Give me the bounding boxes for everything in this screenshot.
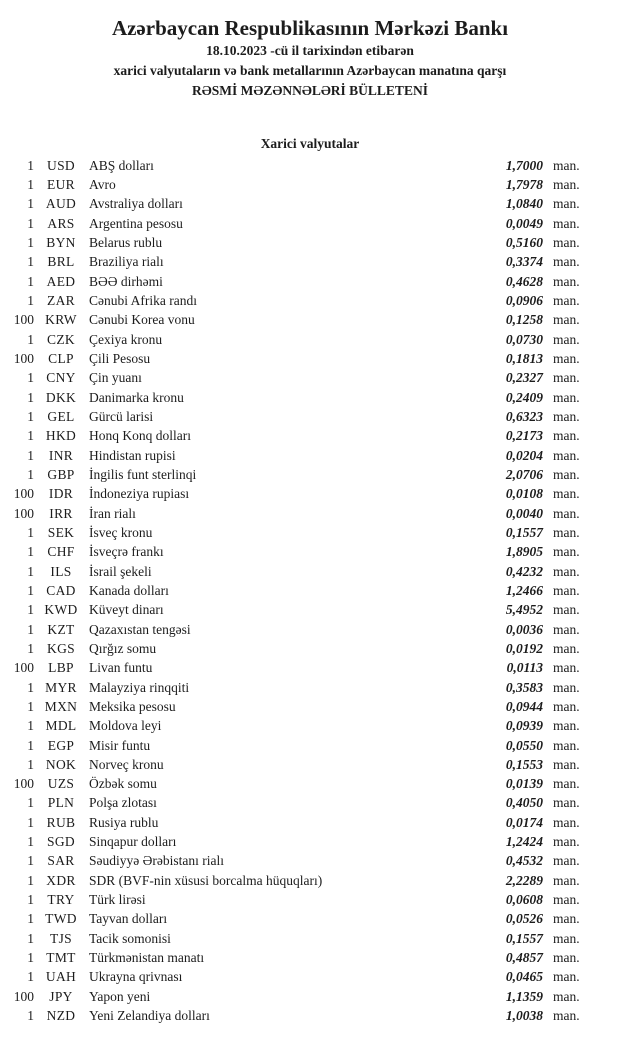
table-row bbox=[0, 755, 620, 774]
currency-unit-label: man. bbox=[553, 428, 580, 444]
currency-unit-label: man. bbox=[553, 447, 580, 463]
currency-name: Türkmənistan manatı bbox=[89, 950, 205, 966]
currency-name: Özbək somu bbox=[89, 776, 157, 792]
table-row bbox=[0, 465, 620, 484]
currency-name: Meksika pesosu bbox=[89, 698, 176, 714]
table-row bbox=[0, 813, 620, 832]
table-row bbox=[0, 311, 620, 330]
currency-code: SAR bbox=[47, 853, 75, 869]
currency-rate: 0,0465 bbox=[505, 969, 543, 985]
currency-name: Danimarka kronu bbox=[89, 389, 184, 405]
currency-code: INR bbox=[48, 447, 74, 463]
table-row bbox=[0, 910, 620, 929]
currency-unit-label: man. bbox=[553, 930, 580, 946]
section-title-foreign-currencies: Xarici valyutalar bbox=[260, 136, 360, 151]
currency-rate: 0,2327 bbox=[505, 370, 543, 386]
currency-name: Çexiya kronu bbox=[89, 331, 163, 347]
table-row bbox=[0, 214, 620, 233]
currency-unit-label: man. bbox=[553, 254, 580, 270]
currency-code: IRR bbox=[49, 505, 73, 521]
currency-rate: 0,0944 bbox=[505, 698, 543, 714]
currency-name: SDR (BVF-nin xüsusi borcalma hüquqları) bbox=[89, 872, 323, 888]
table-row bbox=[0, 697, 620, 716]
currency-code: EUR bbox=[47, 176, 75, 192]
currency-code: UZS bbox=[47, 776, 75, 792]
currency-quantity: 100 bbox=[13, 486, 34, 502]
currency-rates-table bbox=[0, 156, 620, 1026]
currency-rate: 0,0049 bbox=[505, 215, 543, 231]
table-row bbox=[0, 601, 620, 620]
currency-unit-label: man. bbox=[553, 524, 580, 540]
currency-quantity: 1 bbox=[27, 1008, 34, 1024]
currency-rate: 0,0113 bbox=[506, 660, 543, 676]
currency-rate: 0,2409 bbox=[505, 389, 543, 405]
currency-quantity: 1 bbox=[27, 544, 34, 560]
currency-name: Honq Konq dolları bbox=[89, 428, 191, 444]
table-row bbox=[0, 987, 620, 1006]
currency-code: BYN bbox=[46, 234, 76, 250]
currency-quantity: 1 bbox=[27, 563, 34, 579]
currency-unit-label: man. bbox=[553, 273, 580, 289]
currency-rate: 0,4050 bbox=[505, 795, 543, 811]
currency-code: KZT bbox=[47, 621, 75, 637]
currency-rate: 0,4857 bbox=[505, 950, 543, 966]
currency-quantity: 100 bbox=[13, 505, 34, 521]
table-row bbox=[0, 871, 620, 890]
currency-code: KGS bbox=[47, 640, 75, 656]
currency-name: Norveç kronu bbox=[89, 756, 164, 772]
currency-quantity: 1 bbox=[27, 157, 34, 173]
currency-rate: 0,4232 bbox=[505, 563, 543, 579]
currency-name: Türk lirəsi bbox=[89, 892, 146, 908]
table-row bbox=[0, 852, 620, 871]
currency-unit-label: man. bbox=[553, 370, 580, 386]
currency-name: Gürcü larisi bbox=[89, 408, 154, 424]
currency-code: ILS bbox=[50, 563, 72, 579]
currency-unit-label: man. bbox=[553, 660, 580, 676]
table-row bbox=[0, 929, 620, 948]
currency-unit-label: man. bbox=[553, 563, 580, 579]
currency-quantity: 1 bbox=[27, 950, 34, 966]
currency-unit-label: man. bbox=[553, 215, 580, 231]
currency-rate: 1,0038 bbox=[505, 1008, 543, 1024]
table-row bbox=[0, 620, 620, 639]
currency-code: KWD bbox=[44, 602, 78, 618]
currency-quantity: 1 bbox=[27, 466, 34, 482]
currency-quantity: 1 bbox=[27, 969, 34, 985]
currency-rate: 1,8905 bbox=[505, 544, 543, 560]
currency-rate: 0,4628 bbox=[505, 273, 543, 289]
currency-code: XDR bbox=[46, 872, 76, 888]
table-row bbox=[0, 678, 620, 697]
currency-quantity: 1 bbox=[27, 176, 34, 192]
bank-title: Azərbaycan Respublikasının Mərkəzi Bankı bbox=[111, 16, 509, 40]
currency-code: USD bbox=[47, 157, 75, 173]
currency-quantity: 1 bbox=[27, 292, 34, 308]
currency-quantity: 1 bbox=[27, 215, 34, 231]
currency-quantity: 1 bbox=[27, 834, 34, 850]
currency-quantity: 1 bbox=[27, 408, 34, 424]
currency-code: MDL bbox=[45, 718, 77, 734]
currency-unit-label: man. bbox=[553, 234, 580, 250]
table-row bbox=[0, 349, 620, 368]
currency-code: NZD bbox=[46, 1008, 76, 1024]
table-row bbox=[0, 407, 620, 426]
table-row bbox=[0, 504, 620, 523]
currency-rate: 1,1359 bbox=[505, 988, 543, 1004]
currency-name: Hindistan rupisi bbox=[89, 447, 176, 463]
currency-unit-label: man. bbox=[553, 892, 580, 908]
currency-name: Malayziya rinqqiti bbox=[89, 679, 190, 695]
table-row bbox=[0, 543, 620, 562]
currency-code: AUD bbox=[45, 196, 77, 212]
currency-name: Yapon yeni bbox=[89, 988, 151, 1004]
currency-rate: 0,1557 bbox=[505, 524, 543, 540]
currency-unit-label: man. bbox=[553, 814, 580, 830]
table-row bbox=[0, 794, 620, 813]
currency-quantity: 1 bbox=[27, 930, 34, 946]
currency-code: DKK bbox=[45, 389, 77, 405]
currency-code: GEL bbox=[47, 408, 75, 424]
currency-unit-label: man. bbox=[553, 350, 580, 366]
currency-unit-label: man. bbox=[553, 176, 580, 192]
table-row bbox=[0, 523, 620, 542]
currency-code: BRL bbox=[47, 254, 75, 270]
currency-unit-label: man. bbox=[553, 602, 580, 618]
table-row bbox=[0, 948, 620, 967]
table-row bbox=[0, 639, 620, 658]
currency-unit-label: man. bbox=[553, 292, 580, 308]
currency-unit-label: man. bbox=[553, 640, 580, 656]
currency-code: UAH bbox=[45, 969, 77, 985]
currency-code: AED bbox=[46, 273, 76, 289]
table-row bbox=[0, 659, 620, 678]
currency-rate: 0,0174 bbox=[505, 814, 543, 830]
currency-quantity: 1 bbox=[27, 718, 34, 734]
currency-rate: 0,5160 bbox=[505, 234, 543, 250]
currency-name: Argentina pesosu bbox=[89, 215, 183, 231]
currency-code: JPY bbox=[49, 988, 73, 1004]
currency-name: Cənubi Afrika randı bbox=[89, 292, 197, 308]
currency-name: Qazaxıstan tengəsi bbox=[89, 621, 191, 637]
currency-rate: 0,0036 bbox=[505, 621, 543, 637]
currency-unit-label: man. bbox=[553, 679, 580, 695]
currency-quantity: 100 bbox=[13, 312, 34, 328]
currency-code: HKD bbox=[45, 428, 77, 444]
currency-quantity: 1 bbox=[27, 447, 34, 463]
currency-quantity: 1 bbox=[27, 892, 34, 908]
table-row bbox=[0, 195, 620, 214]
currency-code: NOK bbox=[45, 756, 77, 772]
currency-quantity: 1 bbox=[27, 234, 34, 250]
currency-code: ZAR bbox=[47, 292, 75, 308]
currency-rate: 0,0192 bbox=[505, 640, 543, 656]
currency-name: Avro bbox=[89, 176, 116, 192]
currency-code: LBP bbox=[48, 660, 74, 676]
currency-unit-label: man. bbox=[553, 795, 580, 811]
table-row bbox=[0, 446, 620, 465]
currency-rate: 1,0840 bbox=[505, 196, 543, 212]
currency-code: KRW bbox=[45, 312, 77, 328]
currency-name: BƏƏ dirhəmi bbox=[89, 273, 163, 289]
table-row bbox=[0, 272, 620, 291]
currency-name: Avstraliya dolları bbox=[89, 196, 183, 212]
currency-code: EGP bbox=[47, 737, 75, 753]
currency-quantity: 1 bbox=[27, 196, 34, 212]
currency-name: İndoneziya rupiası bbox=[89, 486, 190, 502]
table-row bbox=[0, 1006, 620, 1025]
currency-quantity: 1 bbox=[27, 853, 34, 869]
currency-code: TRY bbox=[47, 892, 75, 908]
currency-quantity: 100 bbox=[13, 988, 34, 1004]
currency-name: Tacik somonisi bbox=[89, 930, 171, 946]
table-row bbox=[0, 330, 620, 349]
currency-code: ARS bbox=[47, 215, 75, 231]
currency-name: Ukrayna qrivnası bbox=[89, 969, 183, 985]
currency-code: IDR bbox=[48, 486, 74, 502]
currency-unit-label: man. bbox=[553, 196, 580, 212]
table-row bbox=[0, 253, 620, 272]
currency-name: Rusiya rublu bbox=[89, 814, 159, 830]
currency-name: Tayvan dolları bbox=[89, 911, 168, 927]
currency-name: İran rialı bbox=[89, 505, 136, 521]
currency-code: MYR bbox=[45, 679, 77, 695]
currency-quantity: 1 bbox=[27, 370, 34, 386]
currency-quantity: 1 bbox=[27, 582, 34, 598]
currency-rate: 2,2289 bbox=[505, 872, 543, 888]
currency-name: Moldova leyi bbox=[89, 718, 162, 734]
currency-rate: 1,7978 bbox=[505, 176, 543, 192]
currency-rate: 0,0526 bbox=[505, 911, 543, 927]
currency-rate: 0,1813 bbox=[505, 350, 543, 366]
date-line: 18.10.2023 -cü il tarixindən etibarən bbox=[206, 43, 414, 58]
currency-rate: 5,4952 bbox=[505, 602, 543, 618]
currency-name: Cənubi Korea vonu bbox=[89, 312, 195, 328]
currency-code: SGD bbox=[47, 834, 75, 850]
table-row bbox=[0, 890, 620, 909]
currency-rate: 0,0730 bbox=[505, 331, 543, 347]
currency-quantity: 1 bbox=[27, 389, 34, 405]
currency-unit-label: man. bbox=[553, 756, 580, 772]
currency-quantity: 1 bbox=[27, 795, 34, 811]
currency-quantity: 1 bbox=[27, 640, 34, 656]
currency-rate: 0,3583 bbox=[505, 679, 543, 695]
currency-name: İsrail şekeli bbox=[89, 563, 152, 579]
currency-quantity: 1 bbox=[27, 679, 34, 695]
currency-quantity: 1 bbox=[27, 524, 34, 540]
currency-unit-label: man. bbox=[553, 872, 580, 888]
currency-unit-label: man. bbox=[553, 544, 580, 560]
currency-quantity: 1 bbox=[27, 756, 34, 772]
currency-name: ABŞ dolları bbox=[89, 157, 154, 173]
currency-code: PLN bbox=[47, 795, 75, 811]
currency-code: CNY bbox=[46, 370, 76, 386]
table-row bbox=[0, 832, 620, 851]
currency-quantity: 1 bbox=[27, 254, 34, 270]
table-row bbox=[0, 388, 620, 407]
currency-unit-label: man. bbox=[553, 718, 580, 734]
currency-unit-label: man. bbox=[553, 389, 580, 405]
currency-rate: 0,0139 bbox=[505, 776, 543, 792]
currency-quantity: 100 bbox=[13, 776, 34, 792]
currency-rate: 0,0550 bbox=[505, 737, 543, 753]
currency-unit-label: man. bbox=[553, 737, 580, 753]
currency-unit-label: man. bbox=[553, 911, 580, 927]
currency-unit-label: man. bbox=[553, 582, 580, 598]
currency-name: Braziliya rialı bbox=[89, 254, 164, 270]
currency-quantity: 1 bbox=[27, 814, 34, 830]
currency-quantity: 100 bbox=[13, 660, 34, 676]
currency-code: SEK bbox=[47, 524, 75, 540]
currency-quantity: 1 bbox=[27, 737, 34, 753]
currency-rate: 0,1553 bbox=[505, 756, 543, 772]
currency-unit-label: man. bbox=[553, 698, 580, 714]
table-row bbox=[0, 233, 620, 252]
currency-name: Misir funtu bbox=[89, 737, 151, 753]
table-row bbox=[0, 291, 620, 310]
currency-rate: 0,0939 bbox=[505, 718, 543, 734]
currency-quantity: 1 bbox=[27, 273, 34, 289]
currency-unit-label: man. bbox=[553, 408, 580, 424]
currency-name: İngilis funt sterlinqi bbox=[89, 466, 197, 482]
currency-unit-label: man. bbox=[553, 312, 580, 328]
currency-unit-label: man. bbox=[553, 853, 580, 869]
currency-unit-label: man. bbox=[553, 157, 580, 173]
table-row bbox=[0, 736, 620, 755]
currency-name: İsveç kronu bbox=[89, 524, 153, 540]
table-row bbox=[0, 775, 620, 794]
currency-unit-label: man. bbox=[553, 834, 580, 850]
subject-line: xarici valyutaların və bank metallarının Azərbaycan manatına qarşı bbox=[113, 63, 507, 78]
currency-quantity: 1 bbox=[27, 602, 34, 618]
table-row bbox=[0, 175, 620, 194]
currency-rate: 0,6323 bbox=[505, 408, 543, 424]
currency-unit-label: man. bbox=[553, 969, 580, 985]
table-row bbox=[0, 562, 620, 581]
currency-name: Çin yuanı bbox=[89, 370, 142, 386]
table-row bbox=[0, 717, 620, 736]
currency-unit-label: man. bbox=[553, 466, 580, 482]
currency-rate: 0,0906 bbox=[505, 292, 543, 308]
table-row bbox=[0, 156, 620, 175]
currency-rate: 0,0108 bbox=[505, 486, 543, 502]
currency-name: Küveyt dinarı bbox=[89, 602, 164, 618]
currency-name: Livan funtu bbox=[89, 660, 153, 676]
currency-name: Çili Pesosu bbox=[89, 350, 151, 366]
currency-name: Belarus rublu bbox=[89, 234, 163, 250]
currency-rate: 0,3374 bbox=[505, 254, 543, 270]
currency-unit-label: man. bbox=[553, 621, 580, 637]
currency-unit-label: man. bbox=[553, 950, 580, 966]
currency-unit-label: man. bbox=[553, 776, 580, 792]
currency-code: CLP bbox=[48, 350, 74, 366]
currency-code: CZK bbox=[47, 331, 75, 347]
table-row bbox=[0, 427, 620, 446]
currency-rate: 0,4532 bbox=[505, 853, 543, 869]
currency-rate: 2,0706 bbox=[505, 466, 543, 482]
currency-code: MXN bbox=[44, 698, 78, 714]
currency-unit-label: man. bbox=[553, 988, 580, 1004]
currency-rate: 0,1557 bbox=[505, 930, 543, 946]
currency-rate: 0,2173 bbox=[505, 428, 543, 444]
currency-code: RUB bbox=[46, 814, 76, 830]
table-row bbox=[0, 968, 620, 987]
currency-code: TWD bbox=[45, 911, 77, 927]
bulletin-title: RƏSMİ MƏZƏNNƏLƏRİ BÜLLETENİ bbox=[192, 83, 428, 98]
currency-unit-label: man. bbox=[553, 331, 580, 347]
currency-name: Sinqapur dolları bbox=[89, 834, 177, 850]
currency-quantity: 1 bbox=[27, 872, 34, 888]
currency-name: Polşa zlotası bbox=[89, 795, 157, 811]
currency-quantity: 1 bbox=[27, 911, 34, 927]
table-row bbox=[0, 369, 620, 388]
currency-name: İsveçrə frankı bbox=[89, 544, 164, 560]
currency-quantity: 100 bbox=[13, 350, 34, 366]
currency-name: Səudiyyə Ərəbistanı rialı bbox=[89, 853, 224, 869]
currency-name: Yeni Zelandiya dolları bbox=[89, 1008, 210, 1024]
currency-code: CHF bbox=[47, 544, 75, 560]
currency-rate: 0,1258 bbox=[505, 312, 543, 328]
currency-name: Kanada dolları bbox=[89, 582, 169, 598]
table-row bbox=[0, 581, 620, 600]
currency-unit-label: man. bbox=[553, 505, 580, 521]
currency-code: CAD bbox=[46, 582, 76, 598]
currency-quantity: 1 bbox=[27, 621, 34, 637]
currency-rate: 1,7000 bbox=[505, 157, 543, 173]
currency-code: GBP bbox=[47, 466, 75, 482]
document-header bbox=[0, 15, 620, 101]
currency-code: TMT bbox=[46, 950, 76, 966]
currency-rate: 0,0204 bbox=[505, 447, 543, 463]
currency-rate: 1,2424 bbox=[505, 834, 543, 850]
currency-quantity: 1 bbox=[27, 698, 34, 714]
currency-rate: 1,2466 bbox=[505, 582, 543, 598]
currency-unit-label: man. bbox=[553, 486, 580, 502]
currency-rate: 0,0608 bbox=[505, 892, 543, 908]
currency-quantity: 1 bbox=[27, 428, 34, 444]
currency-name: Qırğız somu bbox=[89, 640, 157, 656]
currency-code: TJS bbox=[50, 930, 72, 946]
currency-unit-label: man. bbox=[553, 1008, 580, 1024]
table-row bbox=[0, 485, 620, 504]
currency-quantity: 1 bbox=[27, 331, 34, 347]
currency-rate: 0,0040 bbox=[505, 505, 543, 521]
